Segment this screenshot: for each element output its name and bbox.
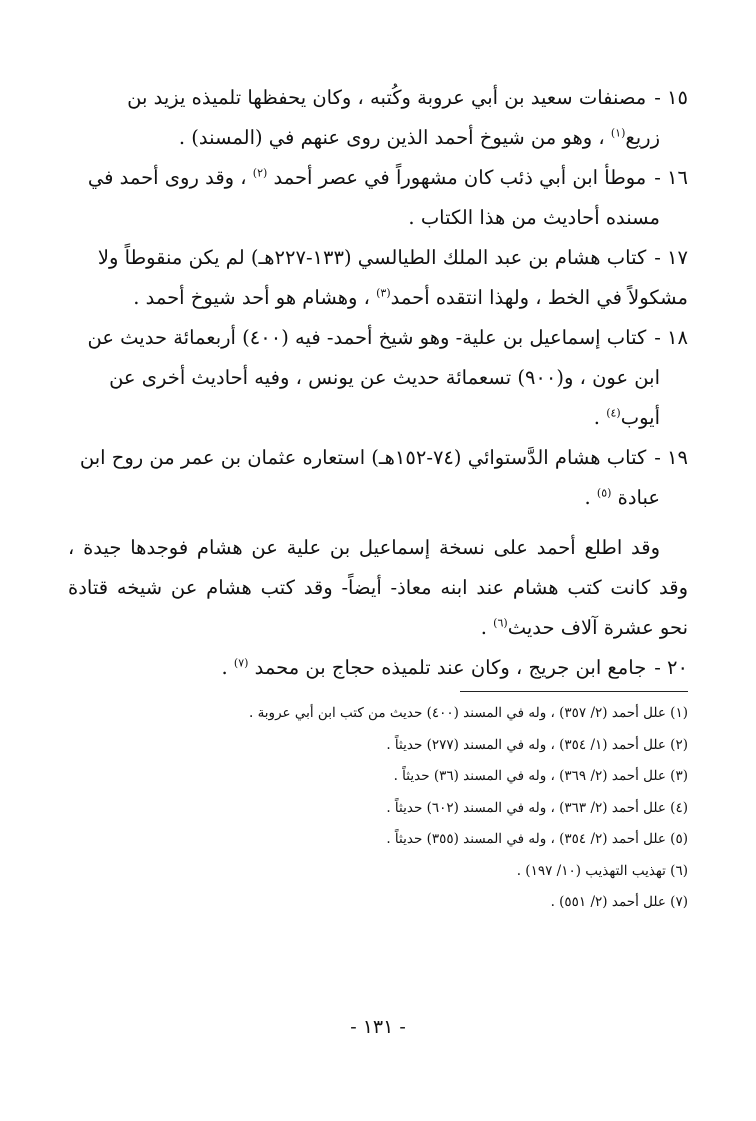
item-number: ١٧ -	[654, 246, 688, 269]
item-text: مشكولاً في الخط ، ولهذا انتقده أحمد	[390, 286, 688, 309]
footnote-ref[interactable]: (٣)	[376, 286, 391, 300]
page-body	[68, 78, 688, 919]
page-number: - ١٣١ -	[350, 1016, 406, 1038]
footnotes	[68, 698, 688, 919]
item-text: كتاب هشام الدَّستوائي (٧٤-١٥٢هـ) استعاره عثمان بن عمر من روح ابن	[79, 446, 647, 469]
footnote-ref[interactable]: (٥)	[596, 486, 612, 500]
item-number: ١٥ -	[654, 86, 688, 109]
item-text: .	[221, 656, 228, 679]
item-text: مصنفات سعيد بن أبي عروبة وكُتبه ، وكان يحفظها تلميذه يزيد بن	[127, 86, 647, 109]
footnote-4: (٤) علل أحمد (٢/ ٣٦٣) ، وله في المسند (٦٠٢) حديثاً .	[386, 799, 688, 816]
list-item-17	[68, 238, 688, 318]
footnote-ref[interactable]: (٤)	[606, 406, 621, 420]
item-text: زريع	[625, 126, 660, 149]
item-text: كتاب إسماعيل بن علية- وهو شيخ أحمد- فيه (٤٠٠) أربعمائة حديث عن	[87, 326, 647, 349]
footnote-ref[interactable]: (٧)	[233, 656, 249, 670]
paragraph-text: وقد اطلع أحمد على نسخة إسماعيل بن علية عن هشام فوجدها جيدة ، وقد كانت كتب هشام عند ابنه معاذ- أيضاً- وقد كتب هشام عن شيخه قتادة نحو عشرة آلاف حديث	[68, 536, 688, 639]
footnote-ref[interactable]: (١)	[610, 126, 626, 140]
list-item-20	[68, 648, 688, 688]
footnote-6: (٦) تهذيب التهذيب (١٠/ ١٩٧) .	[516, 862, 688, 879]
item-text: ابن عون ، و(٩٠٠) تسعمائة حديث عن يونس ، وفيه أحاديث أخرى عن	[109, 366, 660, 389]
footnote-1: (١) علل أحمد (٢/ ٣٥٧) ، وله في المسند (٤٠٠) حديث من كتب ابن أبي عروبة .	[248, 705, 688, 721]
footnote-ref[interactable]: (٦)	[493, 616, 508, 630]
footnote-7: (٧) علل أحمد (٢/ ٥٥١) .	[550, 894, 688, 910]
item-text: ، وقد روى أحمد في	[87, 166, 247, 189]
footnote-3: (٣) علل أحمد (٢/ ٣٦٩) ، وله في المسند (٣٦) حديثاً .	[393, 768, 688, 784]
item-number: ١٦ -	[654, 166, 688, 189]
paragraph-text: .	[480, 616, 487, 639]
item-text: موطأ ابن أبي ذئب كان مشهوراً في عصر أحمد	[273, 166, 647, 189]
footnote-2: (٢) علل أحمد (١/ ٣٥٤) ، وله في المسند (٢٧٧) حديثاً .	[386, 736, 688, 753]
item-number: ١٨ -	[654, 326, 688, 349]
item-text: مسنده أحاديث من هذا الكتاب .	[408, 206, 660, 229]
list-item-15	[68, 78, 688, 158]
item-number: ١٩ -	[654, 446, 688, 469]
item-text: ، وهشام هو أحد شيوخ أحمد .	[133, 286, 370, 309]
item-text: كتاب هشام بن عبد الملك الطيالسي (١٣٣-٢٢٧هـ) لم يكن منقوطاً ولا	[97, 246, 647, 269]
item-text: جامع ابن جريج ، وكان عند تلميذه حجاج بن محمد	[254, 656, 647, 679]
footnote-ref[interactable]: (٢)	[252, 166, 268, 180]
list-item-19	[68, 438, 688, 518]
list-item-16	[68, 158, 688, 238]
item-text: .	[584, 486, 591, 509]
item-text: ، وهو من شيوخ أحمد الذين روى عنهم في (المسند) .	[178, 126, 605, 149]
body-paragraph	[68, 528, 688, 648]
footnote-divider	[460, 691, 688, 692]
item-number: ٢٠ -	[654, 656, 688, 679]
footnote-5: (٥) علل أحمد (٢/ ٣٥٤) ، وله في المسند (٣٥٥) حديثاً .	[386, 831, 688, 847]
item-text: .	[593, 406, 600, 429]
list-item-18	[68, 318, 688, 438]
item-text: أيوب	[620, 406, 660, 429]
item-text: عبادة	[617, 486, 660, 509]
